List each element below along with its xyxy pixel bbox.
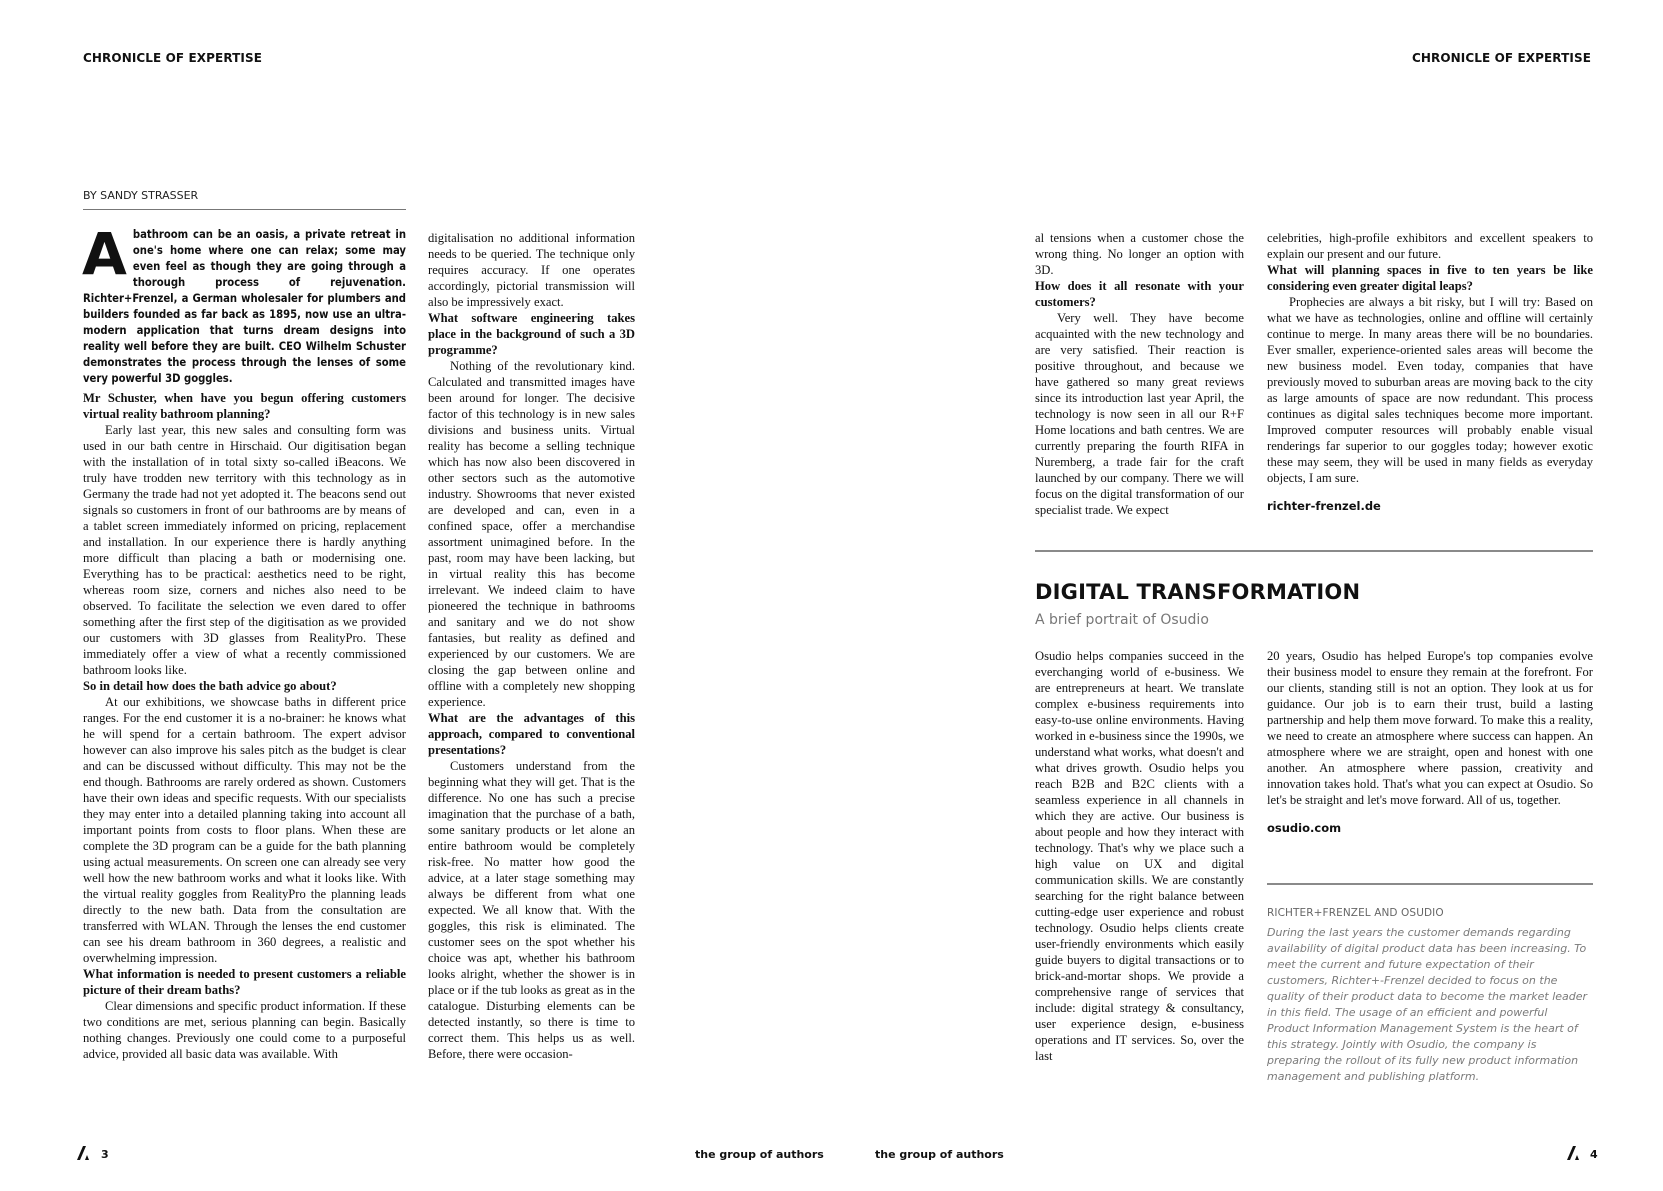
answer: Prophecies are always a bit risky, but I will try: Based on what we have as technologies, online and offline will certainly continue to merge. In many areas there will be no boundaries. Ever smaller, experience-oriented sales areas will become the new business model. Even today, companies that have previously moved to suburban areas are moving back to the city as large amounts of space are now redundant. This process continues as digital sales techniques become more important. Improved computer resources will probably enable visual renderings far superior to our goggles today; however exotic these may seem, they will be used in many fields as everyday objects, I am sure. [1267,295,1593,485]
page-number-left: 3 [101,1148,109,1161]
logo-mark-icon [76,1145,90,1161]
osudio-column-1 [1035,648,1244,1064]
intro-paragraph [82,220,406,387]
article-column-2 [428,230,635,1062]
osudio-text: Osudio helps companies succeed in the everchanging world of e-business. We are entrepreneurs at heart. We translate complex e-business requirements into easy-to-use online environments. Having worked in e-business since the 1990s, we understand what works, what doesn't and what drives growth. Osudio helps you reach B2B and B2C clients with a seamless experience in all channels in which they are active. Our business is about people and how they interact with technology. That's why we place such a high value on UX and digital communication skills. We are constantly searching for the right balance between cutting-edge user experience and robust technology. Osudio helps clients create user-friendly environments which easily guide buyers to digital transactions or to brick-and-mortar shops. We provide a comprehensive range of services that include: digital strategy & consultancy, user experience design, e-business operations and IT services. So, over the last [1035,649,1244,1063]
footer-credit-left: the group of authors [695,1148,824,1161]
intro-text: bathroom can be an oasis, a private retreat in one's home where one can relax; some may even feel as though they are going through a thorough process of rejuvenation. Richter+Frenzel, a German wholesaler for plumbers and builders founded as far back as 1895, now use an ultra-modern application that turns dream designs into reality well before they are built. CEO Wilhelm Schuster demonstrates the process through the lenses of some very powerful 3D goggles. [83,228,406,385]
question: What software engineering takes place in the background of such a 3D programme? [428,311,635,357]
question: What are the advantages of this approach, compared to conventional presentations? [428,711,635,757]
answer: Very well. They have become acquainted with the new technology and are very satisfied. Their reaction is positive throughout, and because we have gathered so many great reviews since its introduction last year April, the technology is now seen in all our R+F Home locations and bath centres. We are currently preparing the fourth RIFA in Nuremberg, a trade fair for the craft launched by our company. There we will focus on the digital transformation of our specialist trade. We expect [1035,311,1244,517]
website-link[interactable]: osudio.com [1267,821,1342,835]
question: What will planning spaces in five to ten years be like considering even greater digital leaps? [1267,263,1593,293]
running-head-right: CHRONICLE OF EXPERTISE [1411,51,1591,65]
section-subtitle: A brief portrait of Osudio [1035,612,1209,628]
answer: celebrities, high-profile exhibitors and excellent speakers to explain our present and our future. [1267,231,1593,261]
article-column-3 [1035,230,1244,518]
osudio-text: 20 years, Osudio has helped Europe's top companies evolve their business model to ensure they remain at the forefront. For our clients, standing still is not an option. They look at us for guidance. Our job is to earn their trust, build a lasting partnership and help them move forward. To make this a reality, we need to create an atmosphere where success can happen. An atmosphere where we are straight, open and honest with one another. An atmosphere where passion, creativity and innovation takes hold. That's what you can expect at Osudio. So let's be straight and let's move forward. All of us, together. [1267,649,1593,807]
page-number-right: 4 [1590,1148,1598,1161]
answer: al tensions when a customer chose the wrong thing. No longer an option with 3D. [1035,231,1244,277]
sidebar-text: During the last years the customer demands regarding availability of digital product data has been increasing. To meet the current and future expectation of their customers, Richter+-Frenzel decided to focus on the quality of their product data to become the market leader in this field. The usage of an efficient and powerful Product Information Management System is the heart of this strategy. Jointly with Osudio, the company is preparing the rollout of its fully new product information management and publishing platform. [1267,926,1588,1083]
answer: Clear dimensions and specific product information. If these two conditions are met, serious planning can begin. Basically nothing changes. Previously one could come to a purposeful advice, provided all basic data was available. With [83,999,406,1061]
logo-mark-icon [1566,1145,1580,1161]
drop-cap: A [82,220,127,288]
question: Mr Schuster, when have you begun offering customers virtual reality bathroom planning? [83,391,406,421]
answer: Early last year, this new sales and consulting form was used in our bath centre in Hirschaid. Our digitisation began with the installation of in total sixty so-called iBeacons. We truly have trodden new territory with this technology as in Germany the trade had not yet adopted it. The beacons send out signals so customers in front of our bathrooms are by means of a tablet screen immediately informed on pricing, replacement and installation. In our experience there is hardly anything more difficult than placing a bath or modernising one. Everything has to be practical: aesthetics need to be right, whereas room size, corners and niches also need to be observed. To facilitate the selection we even dared to offer something after the first step of the digitisation as we provided our customers with 3D glasses from RealityPro. These immediately offer a view of what a recently commissioned bathroom looks like. [83,423,406,677]
article-column-1 [83,390,406,1062]
answer: digitalisation no additional information needs to be queried. The technique only requires accuracy. If one operates accordingly, pictorial transmission will also be impressively exact. [428,231,635,309]
question: What information is needed to present customers a reliable picture of their dream baths? [83,967,406,997]
website-link[interactable]: richter-frenzel.de [1267,499,1381,513]
question: So in detail how does the bath advice go about? [83,679,337,693]
sidebar-divider [1267,883,1593,885]
answer: At our exhibitions, we showcase baths in different price ranges. For the end customer it is a no-brainer: he knows what he will spend for a certain bathroom. The expert advisor however can also improve his sales pitch as the budget is clear and can be discussed without difficulty. This may not be the end though. Bathrooms are rarely ordered as shown. Customers have their own ideas and specific requests. With our specialists they may enter into a detailed planning taking into account all important points from costs to floor plans. When these are complete the 3D program can be a guide for the bath planning using actual measurements. On screen one can already see very well how the new bathroom works and what it looks like. With the virtual reality goggles from RealityPro the planning leads directly to the new bath. Data from the consultation are transferred with WLAN. Through the lenses the end customer can see his dream bathroom in 360 degrees, a realistic and overwhelming impression. [83,695,406,965]
osudio-column-2 [1267,648,1593,836]
section-title: DIGITAL TRANSFORMATION [1035,580,1361,604]
section-divider [1035,550,1593,552]
footer-credit-right: the group of authors [875,1148,1004,1161]
article-column-4 [1267,230,1593,514]
question: How does it all resonate with your customers? [1035,279,1244,309]
answer: Customers understand from the beginning what they will get. That is the difference. No one has such a precise imagination that the purchase of a bath, some sanitary products or let alone an entire bathroom would be completely risk-free. No matter how good the advice, at a later stage something may always be different from what one expected. We all know that. With the goggles, this risk is eliminated. The customer sees on the spot whether his choice was apt, whether his bathroom looks alright, whether the shower is in place or if the tub looks as great as in the catalogue. Disturbing elements can be detected instantly, so there is time to correct them. This helps us as well. Before, there were occasion- [428,759,635,1061]
byline: BY SANDY STRASSER [83,189,406,210]
answer: Nothing of the revolutionary kind. Calculated and transmitted images have been around for longer. The decisive factor of this technology is in new sales divisions and business units. Virtual reality has become a selling technique which has now also been discovered in other sectors such as the automotive industry. Showrooms that never existed are developed and can, even in a confined space, offer a merchandise assortment unimagined before. In the past, room may have been lacking, but in virtual reality this has become irrelevant. We indeed claim to have pioneered the technique in bathrooms and sanitary and we do not show fantasies, but reality as defined and experienced by our customers. We are closing the gap between online and offline with a completely new shopping experience. [428,359,635,709]
sidebar-label: RICHTER+FRENZEL AND OSUDIO [1267,907,1444,919]
running-head-left: CHRONICLE OF EXPERTISE [83,51,263,65]
